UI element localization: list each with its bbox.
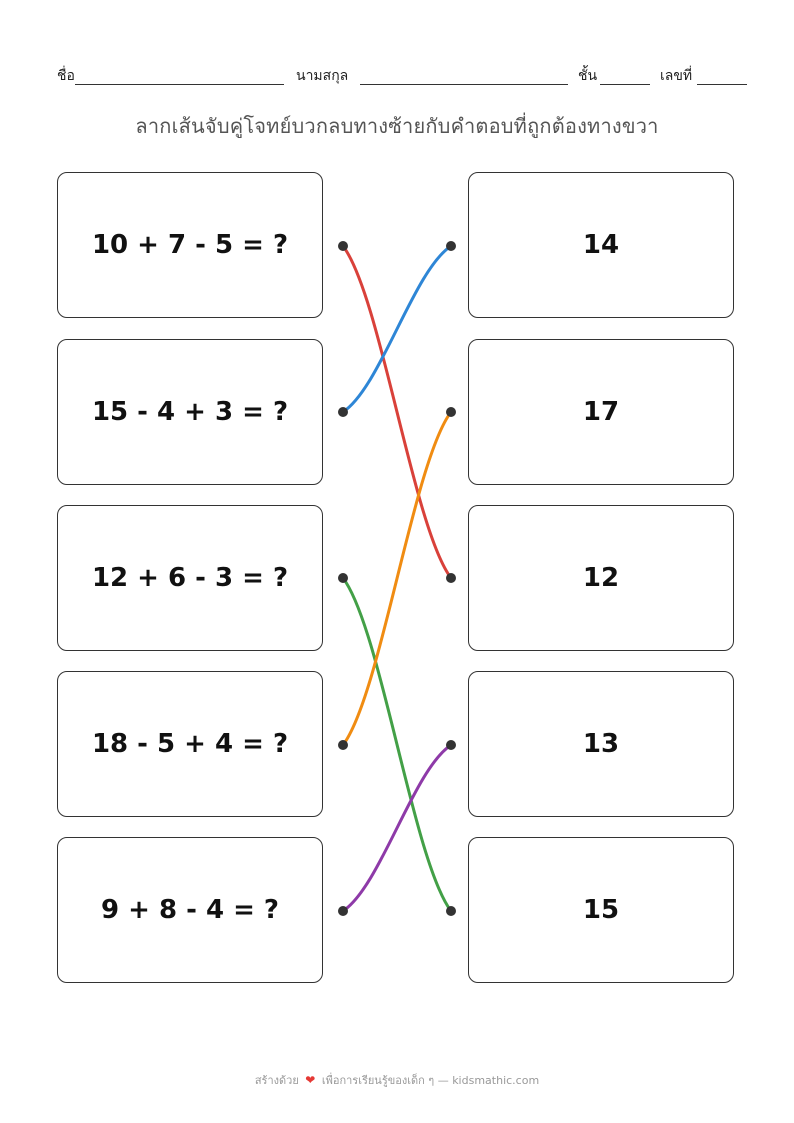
connection-line[interactable] xyxy=(343,246,451,412)
connection-line[interactable] xyxy=(343,578,451,911)
heart-icon: ❤ xyxy=(305,1073,316,1087)
answer-anchor-dot[interactable] xyxy=(446,241,456,251)
name-label: ชื่อ xyxy=(57,68,75,84)
class-label: ชั้น xyxy=(578,68,598,84)
instruction-text: ลากเส้นจับคู่โจทย์บวกลบทางซ้ายกับคำตอบที่ถูกต้องทางขวา xyxy=(135,114,659,138)
question-card xyxy=(57,837,323,983)
name-field[interactable] xyxy=(75,84,284,85)
footer-suffix: เพื่อการเรียนรู้ของเด็ก ๆ — kidsmathic.com xyxy=(321,1074,540,1087)
answer-card xyxy=(468,172,734,318)
answer-anchor-dot[interactable] xyxy=(446,740,456,750)
answer-text: 13 xyxy=(582,729,620,759)
answer-card xyxy=(468,671,734,817)
footer-prefix: สร้างด้วย xyxy=(254,1074,299,1087)
class-field[interactable] xyxy=(600,84,650,85)
answer-text: 17 xyxy=(582,397,620,427)
question-anchor-dot[interactable] xyxy=(338,407,348,417)
footer xyxy=(0,1071,794,1089)
question-card xyxy=(57,505,323,651)
answer-text: 15 xyxy=(582,895,620,925)
question-anchor-dot[interactable] xyxy=(338,906,348,916)
question-anchor-dot[interactable] xyxy=(338,740,348,750)
connection-line[interactable] xyxy=(343,745,451,911)
answer-text: 12 xyxy=(582,563,620,593)
surname-label: นามสกุล xyxy=(296,68,349,84)
question-anchor-dot[interactable] xyxy=(338,241,348,251)
question-anchor-dot[interactable] xyxy=(338,573,348,583)
surname-field[interactable] xyxy=(360,84,568,85)
answer-card xyxy=(468,837,734,983)
question-text: 15 - 4 + 3 = ? xyxy=(91,397,289,427)
number-field[interactable] xyxy=(697,84,747,85)
question-text: 18 - 5 + 4 = ? xyxy=(91,729,289,759)
answer-anchor-dot[interactable] xyxy=(446,407,456,417)
answer-anchor-dot[interactable] xyxy=(446,906,456,916)
question-card xyxy=(57,671,323,817)
answer-anchor-dot[interactable] xyxy=(446,573,456,583)
question-text: 10 + 7 - 5 = ? xyxy=(91,230,289,260)
connection-line[interactable] xyxy=(343,412,451,745)
number-label: เลขที่ xyxy=(660,68,693,84)
question-card xyxy=(57,172,323,318)
question-card xyxy=(57,339,323,485)
question-text: 9 + 8 - 4 = ? xyxy=(100,895,280,925)
answer-card xyxy=(468,505,734,651)
answer-card xyxy=(468,339,734,485)
student-info-row xyxy=(57,66,747,88)
question-text: 12 + 6 - 3 = ? xyxy=(91,563,289,593)
answer-text: 14 xyxy=(582,230,620,260)
connection-line[interactable] xyxy=(343,246,451,578)
